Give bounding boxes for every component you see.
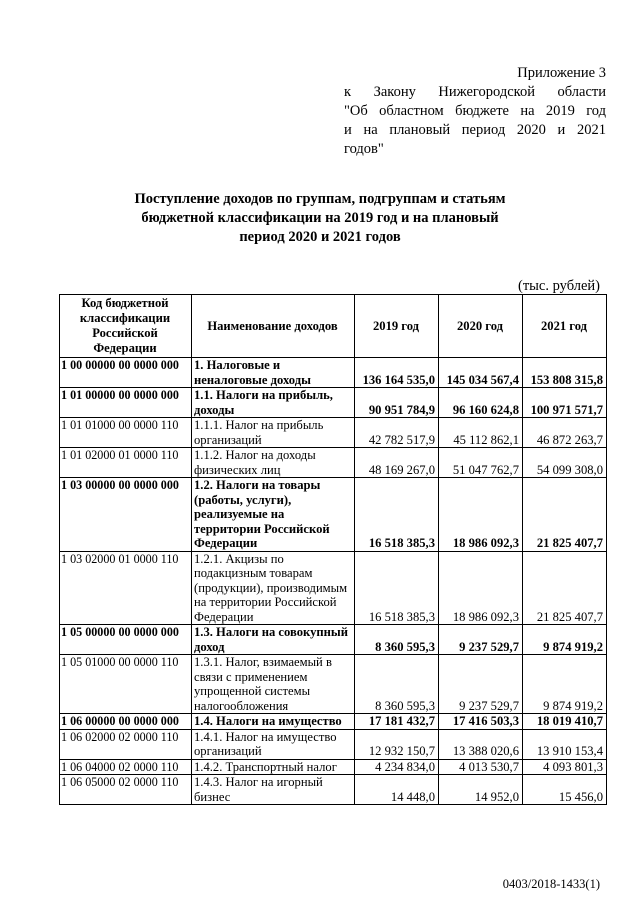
- header-code: Код бюджетной классификации Российской Федерации: [60, 295, 192, 358]
- units-label: (тыс. рублей): [518, 278, 600, 294]
- value-2019: 48 169 267,0: [355, 448, 439, 478]
- revenue-table: [59, 294, 607, 805]
- revenue-name: 1.2. Налоги на товары (работы, услуги), реализуемые на территории Российской Федерации: [192, 478, 355, 552]
- document-number: 0403/2018-1433(1): [502, 877, 600, 891]
- value-2019: 12 932 150,7: [355, 729, 439, 759]
- value-2021: 54 099 308,0: [523, 448, 607, 478]
- budget-code: 1 01 00000 00 0000 000: [60, 388, 192, 418]
- budget-code: 1 06 04000 02 0000 110: [60, 759, 192, 775]
- revenue-name: 1.1. Налоги на прибыль, доходы: [192, 388, 355, 418]
- value-2020: 9 237 529,7: [439, 625, 523, 655]
- value-2020: 18 986 092,3: [439, 478, 523, 552]
- table-header-row: [60, 295, 607, 358]
- value-2020: 145 034 567,4: [439, 358, 523, 388]
- table-row: [60, 714, 607, 730]
- value-2020: 14 952,0: [439, 775, 523, 805]
- revenue-name: 1.1.1. Налог на прибыль организаций: [192, 418, 355, 448]
- revenue-name: 1.4.1. Налог на имущество организаций: [192, 729, 355, 759]
- revenue-name: 1.2.1. Акцизы по подакцизным товарам (продукции), производимым на территории Российской Федерации: [192, 551, 355, 625]
- value-2019: 42 782 517,9: [355, 418, 439, 448]
- appendix-number: Приложение 3: [517, 65, 606, 81]
- appendix-law-line: "Об областном бюджете на 2019 год: [344, 103, 606, 119]
- value-2021: 9 874 919,2: [523, 655, 607, 714]
- value-2020: 18 986 092,3: [439, 551, 523, 625]
- title-line: бюджетной классификации на 2019 год и на плановый: [141, 210, 499, 226]
- value-2020: 13 388 020,6: [439, 729, 523, 759]
- budget-code: 1 00 00000 00 0000 000: [60, 358, 192, 388]
- revenue-name: 1.3. Налоги на совокупный доход: [192, 625, 355, 655]
- value-2020: 17 416 503,3: [439, 714, 523, 730]
- appendix-header: [344, 64, 606, 159]
- header-name: Наименование доходов: [192, 295, 355, 358]
- title-line: период 2020 и 2021 годов: [239, 229, 401, 245]
- value-2019: 14 448,0: [355, 775, 439, 805]
- value-2021: 153 808 315,8: [523, 358, 607, 388]
- header-2020: 2020 год: [439, 295, 523, 358]
- table-row: [60, 655, 607, 714]
- document-title: [120, 190, 520, 247]
- value-2021: 100 971 571,7: [523, 388, 607, 418]
- value-2020: 4 013 530,7: [439, 759, 523, 775]
- budget-code: 1 03 00000 00 0000 000: [60, 478, 192, 552]
- table-row: [60, 388, 607, 418]
- header-2021: 2021 год: [523, 295, 607, 358]
- value-2020: 96 160 624,8: [439, 388, 523, 418]
- revenue-name: 1.4.2. Транспортный налог: [192, 759, 355, 775]
- value-2019: 16 518 385,3: [355, 551, 439, 625]
- value-2020: 45 112 862,1: [439, 418, 523, 448]
- table-row: [60, 358, 607, 388]
- budget-code: 1 06 02000 02 0000 110: [60, 729, 192, 759]
- budget-code: 1 03 02000 01 0000 110: [60, 551, 192, 625]
- value-2021: 21 825 407,7: [523, 551, 607, 625]
- budget-code: 1 01 01000 00 0000 110: [60, 418, 192, 448]
- revenue-name: 1.3.1. Налог, взимаемый в связи с применением упрощенной системы налогообложения: [192, 655, 355, 714]
- table-row: [60, 625, 607, 655]
- header-2019: 2019 год: [355, 295, 439, 358]
- value-2021: 21 825 407,7: [523, 478, 607, 552]
- value-2021: 13 910 153,4: [523, 729, 607, 759]
- value-2019: 90 951 784,9: [355, 388, 439, 418]
- table-row: [60, 478, 607, 552]
- value-2019: 8 360 595,3: [355, 655, 439, 714]
- appendix-law-line: к Закону Нижегородской области: [344, 84, 606, 100]
- table-row: [60, 775, 607, 805]
- value-2019: 17 181 432,7: [355, 714, 439, 730]
- appendix-law-line: годов": [344, 141, 384, 157]
- budget-code: 1 05 01000 00 0000 110: [60, 655, 192, 714]
- value-2020: 51 047 762,7: [439, 448, 523, 478]
- value-2019: 16 518 385,3: [355, 478, 439, 552]
- value-2021: 46 872 263,7: [523, 418, 607, 448]
- value-2021: 4 093 801,3: [523, 759, 607, 775]
- title-line: Поступление доходов по группам, подгруппам и статьям: [134, 191, 506, 207]
- budget-code: 1 01 02000 01 0000 110: [60, 448, 192, 478]
- table-row: [60, 551, 607, 625]
- value-2021: 15 456,0: [523, 775, 607, 805]
- table-row: [60, 418, 607, 448]
- appendix-law-line: и на плановый период 2020 и 2021: [344, 122, 606, 138]
- budget-code: 1 06 00000 00 0000 000: [60, 714, 192, 730]
- table-row: [60, 729, 607, 759]
- table-row: [60, 759, 607, 775]
- value-2019: 8 360 595,3: [355, 625, 439, 655]
- budget-code: 1 05 00000 00 0000 000: [60, 625, 192, 655]
- budget-code: 1 06 05000 02 0000 110: [60, 775, 192, 805]
- revenue-name: 1.1.2. Налог на доходы физических лиц: [192, 448, 355, 478]
- value-2019: 136 164 535,0: [355, 358, 439, 388]
- revenue-name: 1. Налоговые и неналоговые доходы: [192, 358, 355, 388]
- table-row: [60, 448, 607, 478]
- value-2019: 4 234 834,0: [355, 759, 439, 775]
- value-2020: 9 237 529,7: [439, 655, 523, 714]
- value-2021: 9 874 919,2: [523, 625, 607, 655]
- revenue-name: 1.4. Налоги на имущество: [192, 714, 355, 730]
- value-2021: 18 019 410,7: [523, 714, 607, 730]
- revenue-name: 1.4.3. Налог на игорный бизнес: [192, 775, 355, 805]
